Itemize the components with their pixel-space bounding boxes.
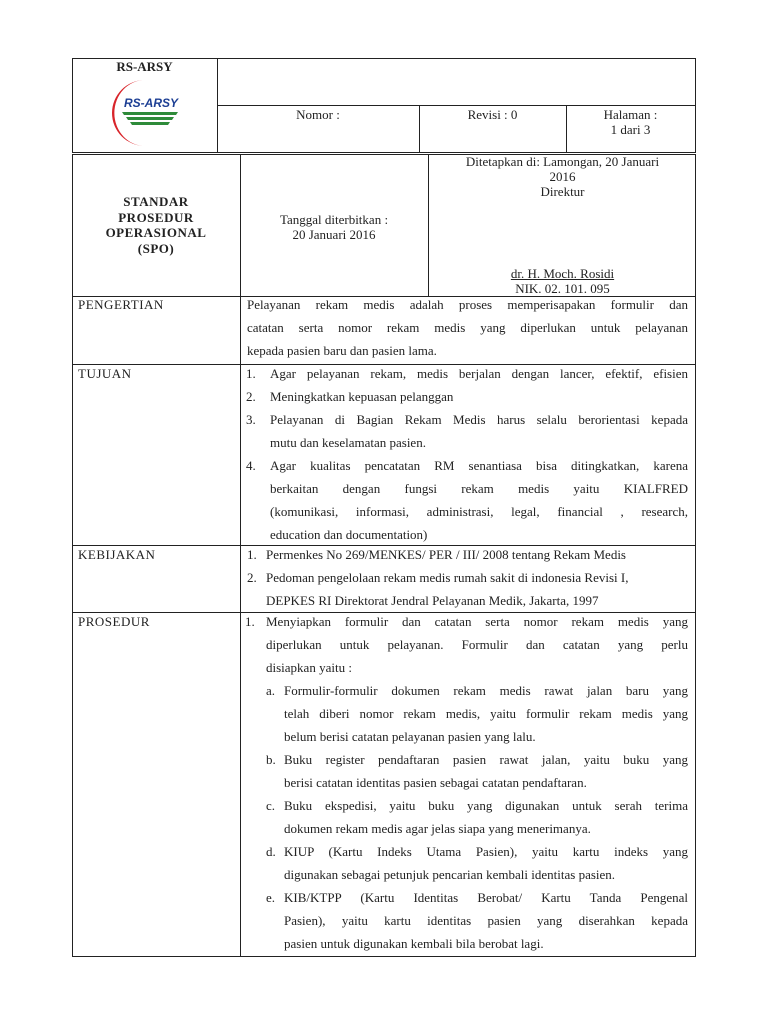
sub-list (245, 679, 688, 955)
sub-item (266, 886, 688, 955)
logo-text: RS-ARSY (124, 96, 179, 110)
tanggal-label: Tanggal diterbitkan : (279, 212, 389, 227)
halaman-label: Halaman : (603, 107, 658, 122)
nomor-label: Nomor : (296, 107, 340, 122)
item-number: 2. (247, 570, 257, 585)
prosedur-list (245, 610, 688, 955)
hospital-logo (102, 76, 188, 148)
list-item (247, 543, 688, 566)
ditetapkan-block (430, 154, 695, 199)
item-line: Pedoman pengelolaan rekam medis rumah sakit di indonesia Revisi I, (266, 570, 629, 585)
sub-item (266, 748, 688, 794)
list-item (245, 610, 688, 679)
pengertian-line: Pelayanan rekam medis adalah proses memperisapakan formulir dan (247, 297, 688, 312)
item-line: dokumen rekam medis agar jelas siapa yang menerimanya. (284, 821, 591, 836)
pengertian-line: catatan serta nomor rekam medis yang diperlukan untuk pelayanan (247, 320, 688, 335)
item-number: 1. (247, 547, 257, 562)
sub-item-letter: b. (266, 752, 276, 767)
ditetapkan-line-2: 2016 (549, 169, 576, 184)
item-line: belum berisi catatan pelayanan pasien yang lalu. (284, 729, 536, 744)
item-line: Agar kualitas pencatatan RM senantiasa bisa ditingkatkan, karena (270, 458, 688, 473)
item-line: telah diberi nomor rekam medis, yaitu formulir rekam medis yang (284, 706, 688, 721)
spo-line-4: (SPO) (137, 240, 175, 256)
item-number: 2. (246, 389, 256, 404)
list-item (246, 362, 688, 385)
item-number: 1. (245, 614, 255, 629)
sub-item (266, 794, 688, 840)
sub-item-letter: d. (266, 844, 276, 859)
prosedur-label: PROSEDUR (78, 614, 150, 629)
spo-line-2: PROSEDUR (118, 209, 194, 225)
hospital-name: RS-ARSY (116, 59, 173, 74)
item-line: Buku ekspedisi, yaitu buku yang digunakan untuk serah terima (284, 798, 688, 813)
item-line: education dan documentation) (270, 527, 428, 542)
item-line: Buku register pendaftaran pasien rawat jalan, yaitu buku yang (284, 752, 688, 767)
sub-item-letter: a. (266, 683, 276, 698)
item-line: berkaitan dengan fungsi rekam medis yaitu KIALFRED (270, 481, 688, 496)
item-line: Permenkes No 269/MENKES/ PER / III/ 2008 tentang Rekam Medis (266, 547, 626, 562)
tujuan-list (246, 362, 688, 546)
signer-nik: NIK. 02. 101. 095 (515, 281, 610, 296)
spo-line-1: STANDAR (123, 194, 189, 209)
pengertian-label: PENGERTIAN (78, 297, 164, 312)
spo-title (72, 194, 240, 256)
item-line: berisi catatan identitas pasien sebagai catatan pendaftaran. (284, 775, 587, 790)
spo-line-3: OPERASIONAL (105, 225, 207, 240)
item-line: digunakan sebagai petunjuk pencarian kembali identitas pasien. (284, 867, 616, 882)
tanggal-value: 20 Januari 2016 (292, 227, 376, 242)
item-line: KIUP (Kartu Indeks Utama Pasien), yaitu kartu indeks yang (284, 844, 688, 859)
item-line: Pelayanan di Bagian Rekam Medis harus selalu berorientasi kepada (270, 412, 688, 427)
sub-item (266, 840, 688, 886)
item-line: Formulir-formulir dokumen rekam medis rawat jalan baru yang (284, 683, 688, 698)
list-item (246, 408, 688, 454)
item-line: (komunikasi, informasi, administrasi, legal, financial , research, (270, 504, 688, 519)
item-number: 4. (246, 458, 256, 473)
pengertian-text (247, 293, 688, 362)
item-line: DEPKES RI Direktorat Jendral Pelayanan Medik, Jakarta, 1997 (266, 593, 599, 608)
sub-item-letter: c. (266, 798, 276, 813)
item-line: pasien untuk digunakan kembali bila berobat lagi. (284, 936, 544, 951)
sub-item (266, 679, 688, 748)
ditetapkan-line-1: Ditetapkan di: Lamongan, 20 Januari (465, 154, 660, 169)
item-number: 3. (246, 412, 256, 427)
item-line: disiapkan yaitu : (266, 660, 352, 675)
kebijakan-list (247, 543, 688, 612)
list-item (247, 566, 688, 612)
item-line: KIB/KTPP (Kartu Identitas Berobat/ Kartu Tanda Pengenal (284, 890, 688, 905)
pengertian-line: kepada pasien baru dan pasien lama. (247, 343, 437, 358)
signer-name: dr. H. Moch. Rosidi (510, 266, 615, 281)
tanggal-terbit (240, 212, 428, 242)
sub-item-letter: e. (266, 890, 276, 905)
list-item (246, 454, 688, 546)
item-line: Agar pelayanan rekam, medis berjalan dengan lancer, efektif, efisien (270, 366, 688, 381)
direktur-label: Direktur (540, 184, 585, 199)
item-line: mutu dan keselamatan pasien. (270, 435, 426, 450)
item-number: 1. (246, 366, 256, 381)
tujuan-label: TUJUAN (78, 366, 132, 381)
halaman-value: 1 dari 3 (610, 122, 651, 137)
item-line: Pasien), yaitu kartu identitas pasien yang diserahkan kepada (284, 913, 688, 928)
list-item (246, 385, 688, 408)
revisi-label: Revisi : 0 (467, 107, 518, 122)
item-line: Menyiapkan formulir dan catatan serta nomor rekam medis yang (266, 614, 688, 629)
item-line: Meningkatkan kepuasan pelanggan (270, 389, 454, 404)
kebijakan-label: KEBIJAKAN (78, 547, 156, 562)
item-line: diperlukan untuk pelayanan. Formulir dan catatan yang perlu (266, 637, 688, 652)
